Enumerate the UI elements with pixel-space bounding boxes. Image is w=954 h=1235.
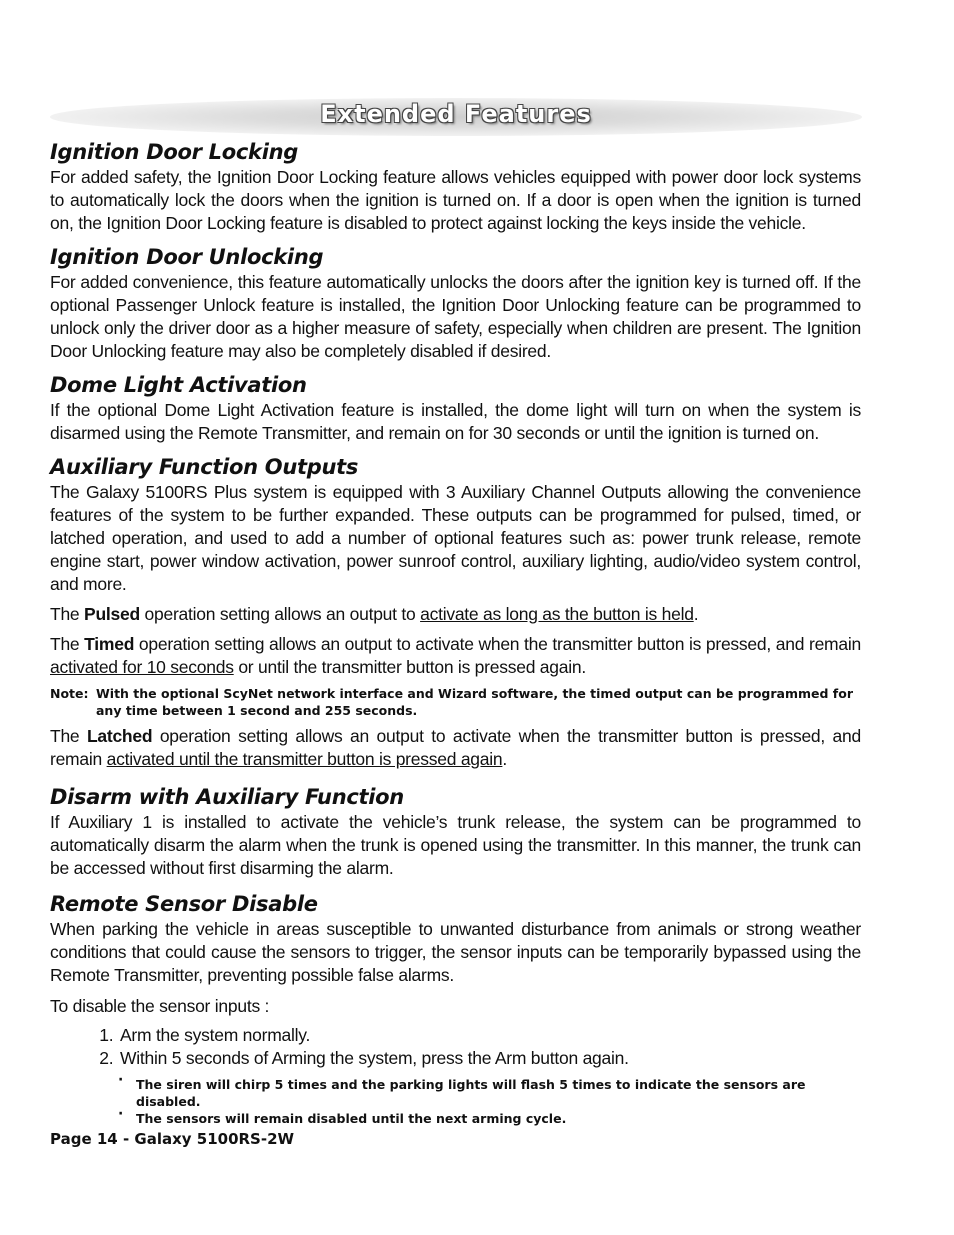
latched-term: Latched xyxy=(86,726,153,746)
section-body: For added safety, the Ignition Door Locking feature allows vehicles equipped with power door lock systems to automatically lock the doors when the ignition is turned on. If a door is open when the ignition is turned on, the Ignition Door Locking feature is disabled to protect against locking the keys inside the vehicle. xyxy=(50,167,861,233)
section-body: When parking the vehicle in areas susceptible to unwanted disturbance from animals or strong weather conditions that could cause the sensors to trigger, the sensor inputs can be temporarily bypassed using the Remote Transmitter, preventing possible false alarms. xyxy=(50,919,861,985)
list-item: · The sensors will remain disabled until the next arming cycle. xyxy=(118,1110,861,1127)
section-disarm-auxiliary xyxy=(50,783,861,880)
timed-term: Timed xyxy=(84,634,135,654)
latched-paragraph: The Latched operation setting allows an output to activate when the transmitter button is pressed, and remain activated until the transmitter button is pressed again. xyxy=(50,726,861,769)
timed-underlined: activated for 10 seconds xyxy=(50,657,234,677)
section-ignition-door-unlocking xyxy=(50,243,861,363)
pulsed-term: Pulsed xyxy=(84,604,140,624)
section-body: If Auxiliary 1 is installed to activate the vehicle’s trunk release, the system can be programmed to automatically disarm the alarm when the trunk is opened using the transmitter. In this manner, the trunk can be accessed without first disarming the alarm. xyxy=(50,812,861,878)
section-heading: Ignition Door Unlocking xyxy=(50,245,324,269)
note-text: With the optional ScyNet network interface and Wizard software, the timed output can be programmed for any time between 1 second and 255 seconds. xyxy=(96,686,854,718)
page-footer: Page 14 - Galaxy 5100RS-2W xyxy=(50,1130,295,1148)
steps-list xyxy=(50,1024,861,1070)
section-heading: Dome Light Activation xyxy=(50,373,307,397)
section-heading: Remote Sensor Disable xyxy=(50,892,318,916)
list-item: 1. Arm the system normally. xyxy=(118,1024,861,1047)
bullet-list xyxy=(50,1076,861,1127)
section-body: The Galaxy 5100RS Plus system is equipped with 3 Auxiliary Channel Outputs allowing the convenience features of the system to be further expanded. These outputs can be programmed for pulsed, timed, or latched operation, and used to add a number of optional features such as: power trunk release, remote engine start, power window activation, power sunroof control, auxiliary lighting, audio/video system control, and more. xyxy=(50,482,861,594)
section-heading: Disarm with Auxiliary Function xyxy=(50,785,404,809)
section-dome-light xyxy=(50,371,861,445)
list-item: 2. Within 5 seconds of Arming the system, press the Arm button again. xyxy=(118,1047,861,1070)
section-ignition-door-locking xyxy=(50,138,861,235)
section-body: If the optional Dome Light Activation feature is installed, the dome light will turn on when the system is disarmed using the Remote Transmitter, and remain on for 30 seconds or until the ignition is turned on. xyxy=(50,400,861,443)
note xyxy=(50,685,861,719)
section-remote-sensor-disable xyxy=(50,890,861,1127)
section-body: For added convenience, this feature automatically unlocks the doors after the ignition key is turned off. If the optional Passenger Unlock feature is installed, the Ignition Door Unlocking feature can be programmed to unlock only the driver door as a higher measure of safety, especially when children are present. The Ignition Door Unlocking feature may also be completely disabled if desired. xyxy=(50,272,861,361)
section-heading: Ignition Door Locking xyxy=(50,140,298,164)
pulsed-underlined: activate as long as the button is held xyxy=(420,604,694,624)
sensor-intro: To disable the sensor inputs : xyxy=(50,996,270,1016)
page-title: Extended Features xyxy=(320,100,592,128)
section-heading: Auxiliary Function Outputs xyxy=(50,455,359,479)
content xyxy=(50,138,861,1135)
latched-underlined: activated until the transmitter button is pressed again xyxy=(106,749,503,769)
timed-paragraph: The Timed operation setting allows an output to activate when the transmitter button is pressed, and remain activated for 10 seconds or until the transmitter button is pressed again. xyxy=(50,634,861,677)
note-label: Note: xyxy=(50,686,89,701)
pulsed-paragraph: The Pulsed operation setting allows an output to activate as long as the button is held. xyxy=(50,604,699,624)
section-auxiliary-outputs xyxy=(50,453,861,771)
list-item: · The siren will chirp 5 times and the parking lights will flash 5 times to indicate the sensors are disabled. xyxy=(118,1076,861,1110)
